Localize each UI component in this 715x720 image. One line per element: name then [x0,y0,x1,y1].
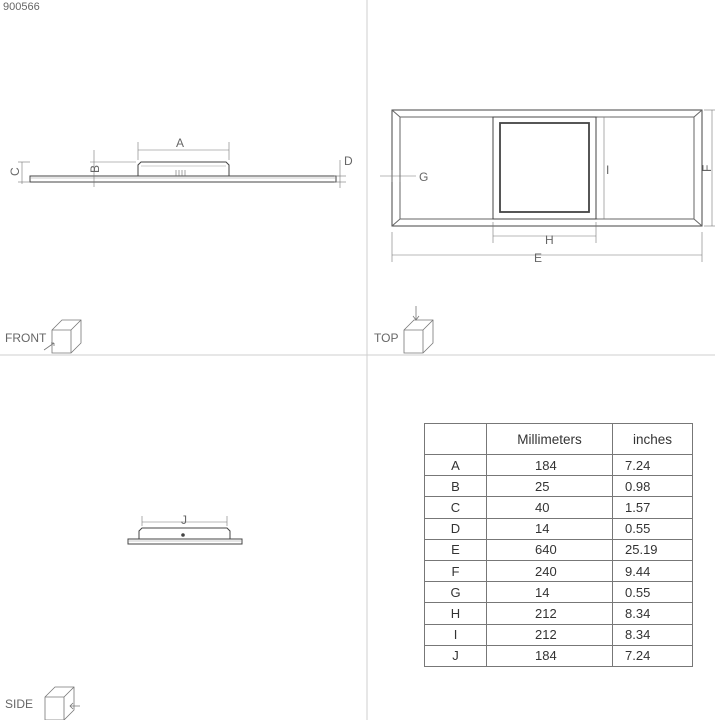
row-mm: 240 [487,560,613,581]
table-row [425,518,693,539]
top-inner-frame [400,117,694,219]
row-key: I [425,624,487,645]
table-row [425,582,693,603]
row-key: D [425,518,487,539]
side-cube-icon [45,687,80,720]
row-mm: 14 [487,518,613,539]
table-row [425,645,693,666]
row-in: 7.24 [613,645,693,666]
row-in: 25.19 [613,539,693,560]
row-key: F [425,560,487,581]
row-mm: 184 [487,455,613,476]
dim-label-h: H [545,233,554,247]
row-in: 8.34 [613,603,693,624]
row-in: 0.55 [613,518,693,539]
row-key: H [425,603,487,624]
dim-label-e: E [534,251,543,265]
dim-label-g: G [419,170,429,184]
table-row [425,539,693,560]
side-panel [128,539,242,544]
table-header-mm: Millimeters [487,424,613,455]
row-key: C [425,497,487,518]
row-key: E [425,539,487,560]
top-center-box [493,117,596,219]
front-driver-box [138,162,229,176]
row-in: 7.24 [613,455,693,476]
top-cube-icon [404,306,433,353]
table-row [425,560,693,581]
row-mm: 184 [487,645,613,666]
row-in: 9.44 [613,560,693,581]
top-view-label: TOP [374,331,399,345]
row-mm: 640 [487,539,613,560]
row-mm: 212 [487,624,613,645]
table-row [425,497,693,518]
dim-label-i: I [606,163,610,177]
row-key: J [425,645,487,666]
side-view-label: SIDE [5,697,34,711]
row-in: 1.57 [613,497,693,518]
dim-label-d: D [344,154,353,168]
row-in: 0.55 [613,582,693,603]
dim-label-c: C [8,167,22,176]
row-key: G [425,582,487,603]
table-header-row [425,424,693,455]
row-mm: 25 [487,476,613,497]
row-mm: 14 [487,582,613,603]
front-view-label: FRONT [5,331,47,345]
table-row [425,476,693,497]
row-in: 8.34 [613,624,693,645]
table-row [425,624,693,645]
dim-label-f: F [700,164,714,172]
front-panel [30,176,336,182]
side-driver-box [139,528,230,539]
row-in: 0.98 [613,476,693,497]
row-key: A [425,455,487,476]
dim-label-b: B [88,164,102,173]
dimensions-table [424,423,693,667]
table-header-key [425,424,487,455]
dim-label-a: A [176,136,185,150]
product-code: 900566 [3,1,40,13]
front-cube-icon [44,320,81,353]
row-key: B [425,476,487,497]
dim-label-j: J [181,513,187,527]
table-row [425,455,693,476]
row-mm: 40 [487,497,613,518]
top-outer-frame [392,110,702,226]
top-center-square [500,123,589,212]
table-header-in: inches [613,424,693,455]
row-mm: 212 [487,603,613,624]
table-row [425,603,693,624]
